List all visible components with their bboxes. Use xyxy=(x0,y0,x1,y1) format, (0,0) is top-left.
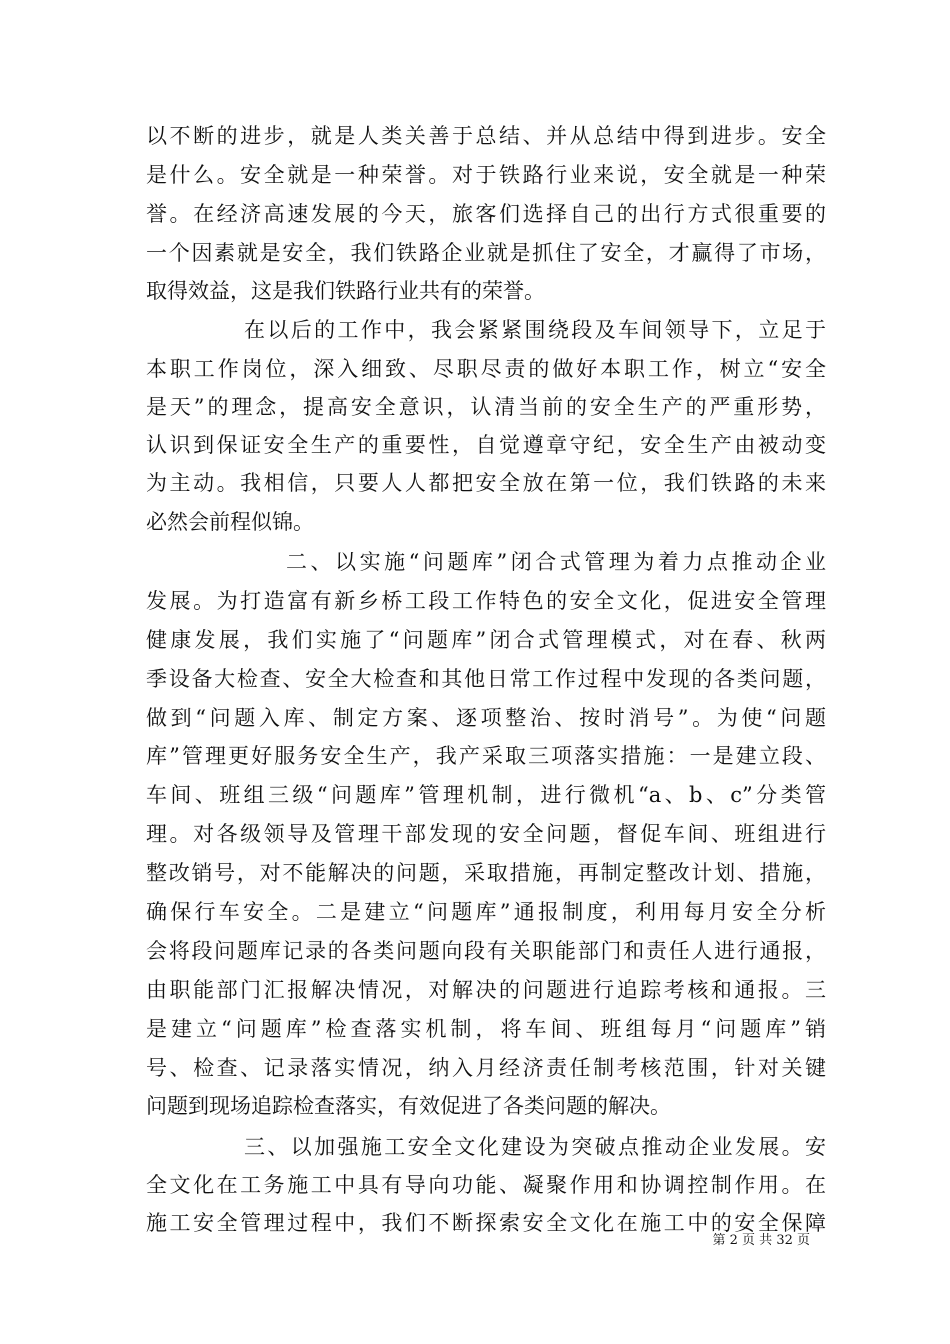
text-line: 是天”的理念，提高安全意识，认清当前的安全生产的严重形势， xyxy=(146,395,826,419)
text-line: 库”管理更好服务安全生产，我产采取三项落实措施：一是建立段、 xyxy=(146,744,826,768)
text-line: 取得效益，这是我们铁路行业共有的荣誉。 xyxy=(146,279,545,303)
text-line: 发展。为打造富有新乡桥工段工作特色的安全文化，促进安全管理 xyxy=(146,589,826,613)
text-line: 由职能部门汇报解决情况，对解决的问题进行追踪考核和通报。三 xyxy=(146,978,826,1002)
text-line: 施工安全管理过程中，我们不断探索安全文化在施工中的安全保障 xyxy=(146,1211,826,1235)
text-line: 会将段问题库记录的各类问题向段有关职能部门和责任人进行通报， xyxy=(146,939,826,963)
paragraph-first-line: 在以后的工作中，我会紧紧围绕段及车间领导下，立足于 xyxy=(244,318,826,342)
text-line: 为主动。我相信，只要人人都把安全放在第一位，我们铁路的未来 xyxy=(146,471,826,495)
text-line: 号、检查、记录落实情况，纳入月经济责任制考核范围，针对关键 xyxy=(146,1056,826,1080)
text-line: 车间、班组三级“问题库”管理机制，进行微机“a、b、c”分类管 xyxy=(146,783,826,807)
text-line: 是建立“问题库”检查落实机制，将车间、班组每月“问题库”销 xyxy=(146,1017,826,1041)
text-line: 一个因素就是安全，我们铁路企业就是抓住了安全，才赢得了市场， xyxy=(146,241,826,265)
text-line: 确保行车安全。二是建立“问题库”通报制度，利用每月安全分析 xyxy=(146,900,826,924)
text-line: 季设备大检查、安全大检查和其他日常工作过程中发现的各类问题， xyxy=(146,667,826,691)
text-line: 必然会前程似锦。 xyxy=(146,510,314,534)
text-line: 全文化在工务施工中具有导向功能、凝聚作用和协调控制作用。在 xyxy=(146,1173,826,1197)
text-line: 理。对各级领导及管理干部发现的安全问题，督促车间、班组进行 xyxy=(146,822,826,846)
section-heading-line: 三、以加强施工安全文化建设为突破点推动企业发展。安 xyxy=(244,1135,826,1159)
text-line: 以不断的进步，就是人类关善于总结、并从总结中得到进步。安全 xyxy=(146,124,826,148)
text-line: 本职工作岗位，深入细致、尽职尽责的做好本职工作，树立“安全 xyxy=(146,357,826,381)
text-line: 誉。在经济高速发展的今天，旅客们选择自己的出行方式很重要的 xyxy=(146,202,826,226)
text-line: 认识到保证安全生产的重要性，自觉遵章守纪，安全生产由被动变 xyxy=(146,433,826,457)
text-line: 健康发展，我们实施了“问题库”闭合式管理模式，对在春、秋两 xyxy=(146,628,826,652)
text-line: 整改销号，对不能解决的问题，采取措施，再制定整改计划、措施， xyxy=(146,861,826,885)
section-heading-line: 二、以实施“问题库”闭合式管理为着力点推动企业 xyxy=(286,550,826,574)
page-indicator: 第 2 页 共 32 页 xyxy=(712,1233,810,1248)
text-line: 是什么。安全就是一种荣誉。对于铁路行业来说，安全就是一种荣 xyxy=(146,163,826,187)
text-line: 做到“问题入库、制定方案、逐项整治、按时消号”。为使“问题 xyxy=(146,706,826,730)
text-line: 问题到现场追踪检查落实，有效促进了各类问题的解决。 xyxy=(146,1094,671,1118)
